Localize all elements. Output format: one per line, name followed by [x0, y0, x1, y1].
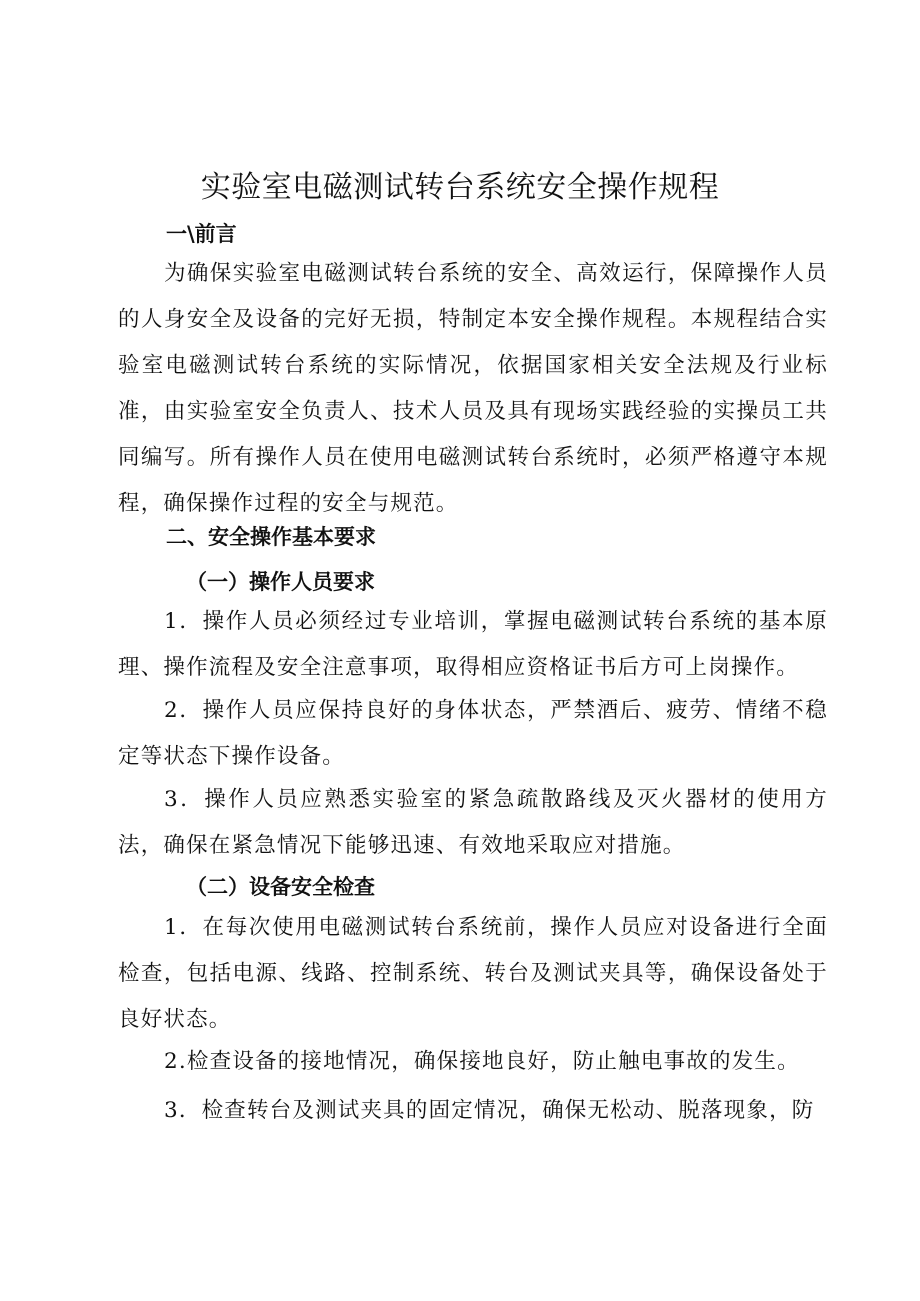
subsection2-heading: （二）设备安全检查: [186, 875, 375, 899]
section2-heading: 二、安全操作基本要求: [166, 525, 376, 549]
section1-heading: 一\前言: [166, 222, 237, 246]
list-item: 3．检查转台及测试夹具的固定情况，确保无松动、脱落现象，防: [164, 1098, 815, 1123]
list-item: 3．操作人员应熟悉实验室的紧急疏散路线及灭火器材的使用方法，确保在紧急情况下能够迅速、有效地采取应对措施。: [118, 787, 828, 858]
document-title: 实验室电磁测试转台系统安全操作规程: [200, 170, 720, 205]
list-item: 2.检查设备的接地情况，确保接地良好，防止触电事故的发生。: [164, 1049, 800, 1074]
subsection1-heading: （一）操作人员要求: [186, 570, 375, 594]
list-item: 1．在每次使用电磁测试转台系统前，操作人员应对设备进行全面检查，包括电源、线路、控制系统、转台及测试夹具等，确保设备处于良好状态。: [118, 915, 828, 1032]
section1-paragraph: 为确保实验室电磁测试转台系统的安全、高效运行，保障操作人员的人身安全及设备的完好无损，特制定本安全操作规程。本规程结合实验室电磁测试转台系统的实际情况，依据国家相关安全法规及行业标准，由实验室安全负责人、技术人员及具有现场实践经验的实操员工共同编写。所有操作人员在使用电磁测试转台系统时，必须严格遵守本规程，确保操作过程的安全与规范。: [118, 261, 828, 516]
list-item: 1．操作人员必须经过专业培训，掌握电磁测试转台系统的基本原理、操作流程及安全注意事项，取得相应资格证书后方可上岗操作。: [118, 609, 828, 680]
list-item: 2．操作人员应保持良好的身体状态，严禁酒后、疲劳、情绪不稳定等状态下操作设备。: [118, 698, 828, 769]
